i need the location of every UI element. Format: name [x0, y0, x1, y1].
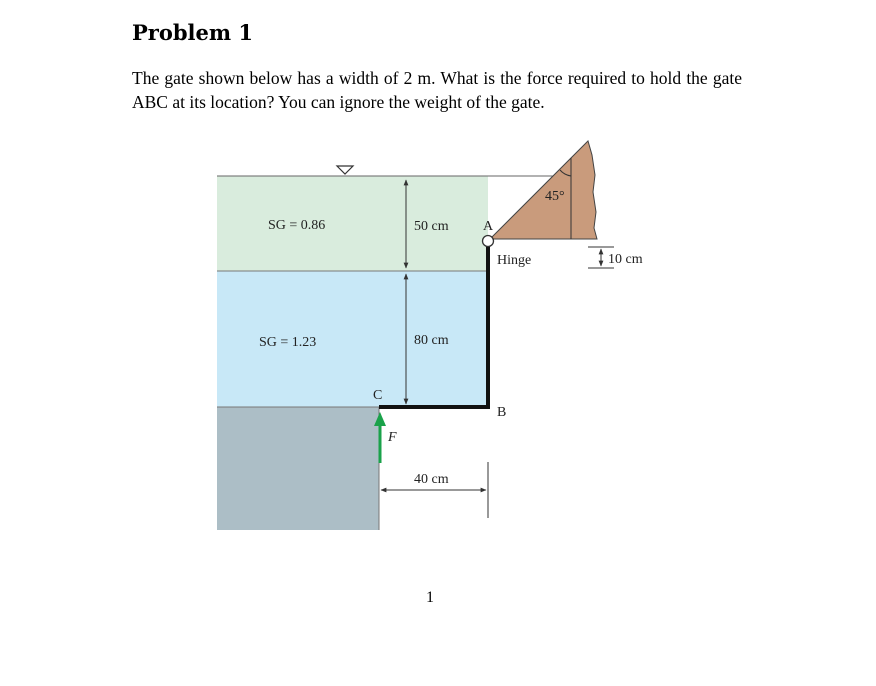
dim-40cm-label: 40 cm	[414, 472, 449, 487]
point-a-label: A	[483, 219, 494, 234]
problem-statement: The gate shown below has a width of 2 m. What is the force required to hold the gate ABC at its location? You can ignore the weight of the gate.	[132, 68, 742, 112]
point-c-label: C	[373, 388, 383, 403]
dim-80cm-label: 80 cm	[414, 333, 449, 348]
dim-50cm-label: 50 cm	[414, 219, 449, 234]
point-b-label: B	[497, 405, 507, 420]
problem-title: Problem 1	[132, 20, 254, 45]
upper-fluid-label: SG = 0.86	[268, 218, 326, 233]
hinge-label: Hinge	[497, 253, 532, 268]
force-label: F	[388, 430, 397, 445]
dim-10cm-label: 10 cm	[608, 252, 643, 267]
angle-label: 45°	[545, 189, 565, 204]
inclined-wall	[490, 141, 597, 239]
hinge-a[interactable]	[483, 236, 494, 247]
ground-block	[217, 407, 379, 530]
free-surface-icon	[337, 166, 353, 174]
page-number: 1	[426, 589, 434, 606]
lower-fluid-label: SG = 1.23	[259, 335, 317, 350]
